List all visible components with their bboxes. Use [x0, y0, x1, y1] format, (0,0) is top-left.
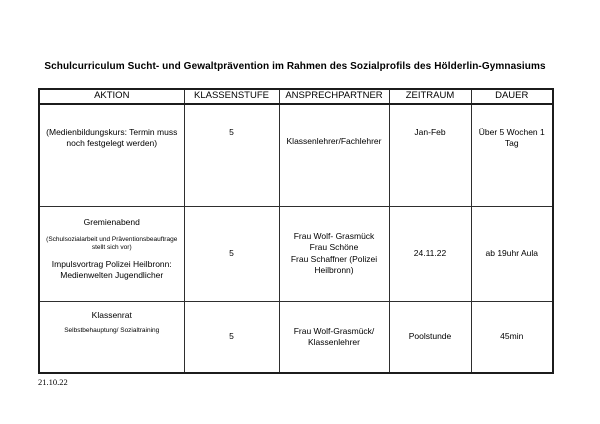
aktion-main-text: (Medienbildungskurs: Termin muss noch festgelegt werden) [46, 127, 178, 149]
column-header-klassenstufe: KLASSENSTUFE [184, 89, 279, 104]
column-header-ansprechpartner: ANSPRECHPARTNER [279, 89, 389, 104]
table-row [39, 104, 553, 206]
cell-aktion [39, 301, 184, 373]
cell-dauer: 45min [471, 301, 553, 373]
cell-klassenstufe: 5 [184, 104, 279, 206]
cell-dauer: Über 5 Wochen 1 Tag [471, 104, 553, 206]
cell-ansprechpartner [279, 206, 389, 301]
ansprechpartner-line: Frau Wolf- Grasmück [293, 231, 375, 242]
ansprechpartner-line: Klassenlehrer/Fachlehrer [286, 136, 382, 146]
footer-date: 21.10.22 [38, 377, 68, 387]
table-header-row [39, 89, 553, 104]
aktion-title: Gremienabend [83, 216, 140, 227]
aktion-note: (Schulsozialarbeit und Präventionsbeauftrage stellt sich vor) [46, 235, 178, 252]
cell-aktion [39, 104, 184, 206]
aktion-title: Klassenrat [91, 309, 132, 320]
cell-ansprechpartner [279, 104, 389, 206]
cell-aktion [39, 206, 184, 301]
cell-ansprechpartner [279, 301, 389, 373]
cell-zeitraum: Jan-Feb [389, 104, 471, 206]
column-header-aktion: AKTION [39, 89, 184, 104]
table-row [39, 301, 553, 373]
cell-klassenstufe: 5 [184, 301, 279, 373]
curriculum-table [38, 88, 554, 374]
cell-zeitraum: Poolstunde [389, 301, 471, 373]
cell-zeitraum: 24.11.22 [389, 206, 471, 301]
document-title: Schulcurriculum Sucht- und Gewaltprävention im Rahmen des Sozialprofils des Hölderlin-Gymnasiums [44, 61, 546, 72]
aktion-note: Selbstbehauptung/ Sozialtraining [64, 326, 160, 334]
aktion-subtitle: Impulsvortrag Polizei Heilbronn: Medienwelten Jugendlicher [51, 259, 172, 281]
cell-klassenstufe: 5 [184, 206, 279, 301]
table-row [39, 206, 553, 301]
ansprechpartner-line: Frau Wolf-Grasmück/ Klassenlehrer [293, 325, 375, 347]
cell-dauer: ab 19uhr Aula [471, 206, 553, 301]
ansprechpartner-line: Frau Schöne [309, 242, 359, 253]
column-header-dauer: DAUER [471, 89, 553, 104]
ansprechpartner-line: Frau Schaffner (Polizei Heilbronn) [290, 253, 378, 275]
column-header-zeitraum: ZEITRAUM [389, 89, 471, 104]
